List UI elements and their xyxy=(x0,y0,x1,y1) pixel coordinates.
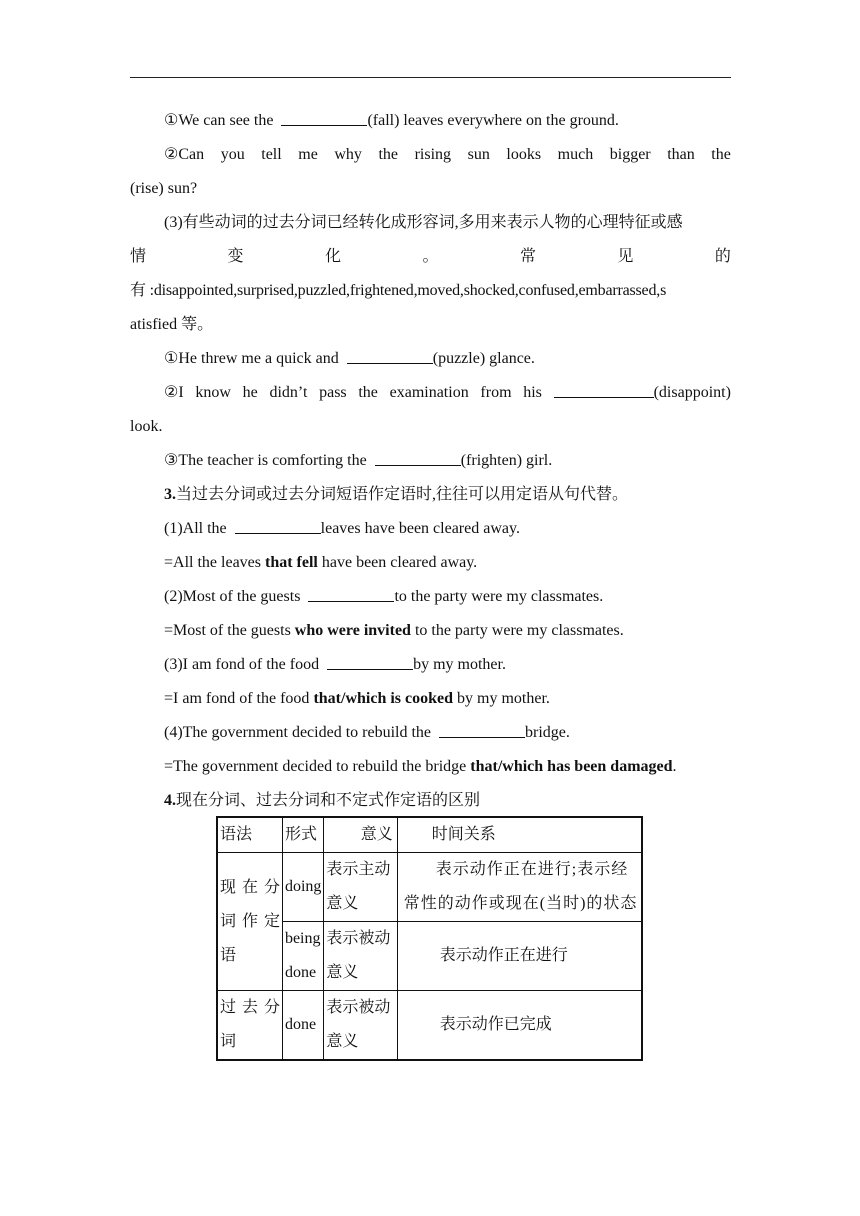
example-2: (2)Most of the guests to the party were my classmates. xyxy=(164,580,731,614)
time-cell: 表示动作正在进行;表示经常性的动作或现在(当时)的状态 xyxy=(397,853,642,922)
form-cell: doing xyxy=(282,853,323,922)
meaning-cell: 表示被动意义 xyxy=(324,922,397,991)
section-3-heading: 3.当过去分词或过去分词短语作定语时,往往可以用定语从句代替。 xyxy=(164,486,629,503)
header-rule xyxy=(130,77,731,78)
exercise-rise-cont: (rise) sun? xyxy=(130,180,198,197)
exercise-disappoint: ②I know he didn’t pass the examination from his (disappoint) xyxy=(164,376,731,410)
header-time: 时间关系 xyxy=(397,817,642,853)
answer-blank[interactable] xyxy=(308,585,394,602)
header-meaning: 意义 xyxy=(324,817,397,853)
answer-blank[interactable] xyxy=(281,109,367,126)
exercise-puzzle: ①He threw me a quick and (puzzle) glance. xyxy=(164,342,731,376)
example-3-answer: =I am fond of the food that/which is cooked by my mother. xyxy=(164,690,550,707)
section-4-heading: 4.现在分词、过去分词和不定式作定语的区别 xyxy=(164,792,481,809)
table-header-row xyxy=(217,817,642,853)
exercise-frighten: ③The teacher is comforting the (frighten) girl. xyxy=(164,444,731,478)
meaning-cell: 表示主动意义 xyxy=(324,853,397,922)
example-4-answer: =The government decided to rebuild the bridge that/which has been damaged. xyxy=(164,758,677,775)
rule-3-text-cont: 情 变 化 。 常 见 的 xyxy=(130,248,731,265)
participle-comparison-table xyxy=(216,816,643,1061)
answer-blank[interactable] xyxy=(327,653,413,670)
past-participle-label: 过去分词 xyxy=(217,991,282,1061)
adjective-list: 有 :disappointed,surprised,puzzled,frightened,moved,shocked,confused,embarrassed,s xyxy=(130,282,667,299)
time-cell: 表示动作已完成 xyxy=(397,991,642,1061)
meaning-cell: 表示被动意义 xyxy=(324,991,397,1061)
form-cell: being done xyxy=(282,922,323,991)
example-2-answer: =Most of the guests who were invited to the party were my classmates. xyxy=(164,622,624,639)
exercise-fall: ①We can see the (fall) leaves everywhere on the ground. xyxy=(164,104,731,138)
time-cell: 表示动作正在进行 xyxy=(397,922,642,991)
present-participle-label: 现在分词作定语 xyxy=(217,853,282,991)
answer-blank[interactable] xyxy=(235,517,321,534)
answer-blank[interactable] xyxy=(554,381,654,398)
table-row xyxy=(217,853,642,922)
example-4: (4)The government decided to rebuild the bridge. xyxy=(164,716,731,750)
answer-blank[interactable] xyxy=(375,449,461,466)
adjective-list-cont: atisfied 等。 xyxy=(130,316,214,333)
exercise-rise: ②Can you tell me why the rising sun looks much bigger than the xyxy=(164,146,731,163)
form-cell: done xyxy=(282,991,323,1061)
header-grammar: 语法 xyxy=(217,817,282,853)
rule-3-text: (3)有些动词的过去分词已经转化成形容词,多用来表示人物的心理特征或感 xyxy=(164,214,683,231)
header-form: 形式 xyxy=(282,817,323,853)
example-3: (3)I am fond of the food by my mother. xyxy=(164,648,731,682)
table-row xyxy=(217,991,642,1061)
answer-blank[interactable] xyxy=(347,347,433,364)
example-1-answer: =All the leaves that fell have been cleared away. xyxy=(164,554,478,571)
example-1: (1)All the leaves have been cleared away. xyxy=(164,512,731,546)
answer-blank[interactable] xyxy=(439,721,525,738)
exercise-disappoint-cont: look. xyxy=(130,418,163,435)
